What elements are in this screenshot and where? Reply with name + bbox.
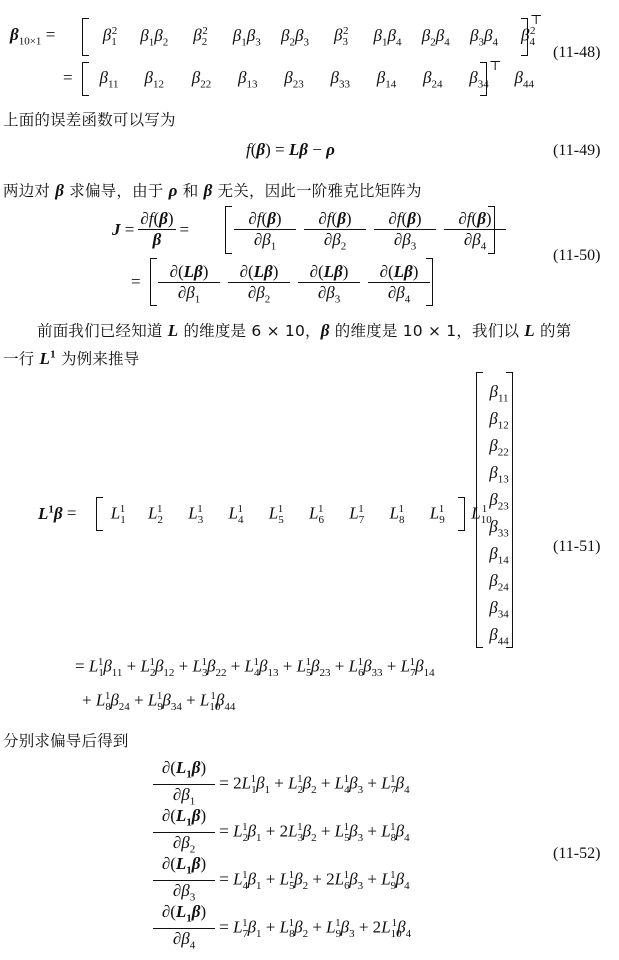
eq-11-48-lhs: $\beta_{10\times 1}$ =: [10, 25, 56, 48]
eq-11-50-row1: J = $\frac{\partial f(\beta)}{\beta}$ =: [112, 209, 190, 249]
eq-11-48-row2: $\beta_{11}$ $\beta_{12}$ $\beta_{22}$ $\beta_{13}$ $\beta_{23}$ $\beta_{33}$ $\beta_{14}$ $\beta_{24}$ $\beta_{34}$ $\beta_{44}$: [99, 68, 534, 91]
eq-11-52-line-1: $\frac{\partial(L_1\beta)}{\partial\beta_1}$ = $2L_1^1\beta_1 + L_2^1\beta_2 + L_4^1\beta_3 + L_7^1\beta_4$: [153, 758, 410, 812]
eq-label-11-52: (11-52): [553, 845, 601, 862]
eq-11-51-expansion-2: + $L_8^1\beta_{24} + L_9^1\beta_{34} + L_{10}^1\beta_{44}$: [82, 690, 236, 714]
paragraph-4: 分别求偏导后得到: [3, 732, 129, 750]
eq-11-48-row1: $\beta_1^2$ $\beta_1\beta_2$ $\beta_2^2$ $\beta_1\beta_3$ $\beta_2\beta_3$ $\beta_3^2$ $\beta_1\beta_4$ $\beta_2\beta_4$ $\beta_3\beta_4$ $\beta_4^2$: [102, 25, 536, 49]
eq-11-52-line-2: $\frac{\partial(L_1\beta)}{\partial\beta_2}$ = $L_2^1\beta_1 + 2L_3^1\beta_2 + L_5^1\beta_3 + L_8^1\beta_4$: [153, 806, 410, 860]
eq-11-52-line-4: $\frac{\partial(L_1\beta)}{\partial\beta_4}$ = $L_7^1\beta_1 + L_8^1\beta_2 + L_9^1\beta_3 + 2L_{10}^1\beta_4$: [153, 902, 411, 956]
eq-label-11-50: (11-50): [553, 247, 601, 264]
eq-11-51-row: $L_1^1$ $L_2^1$ $L_3^1$ $L_4^1$ $L_5^1$ $L_6^1$ $L_7^1$ $L_8^1$ $L_9^1$ $L_{10}^1$: [110, 503, 492, 527]
eq-11-51-lhs: $L^1\beta$ =: [38, 503, 77, 523]
eq-label-11-49: (11-49): [553, 142, 601, 159]
eq-11-50-row1-matrix: $\frac{\partial f(\beta)}{\partial\beta_1}$ $\frac{\partial f(\beta)}{\partial\beta_2}$ $\frac{\partial f(\beta)}{\partial\beta_3}$ $\frac{\partial f(\beta)}{\partial\beta_4}$: [234, 209, 506, 256]
eq-11-49: f(β) = Lβ − ρ: [246, 140, 335, 159]
paragraph-3b: 一行 $L^1$ 为例来推导: [3, 348, 140, 368]
paragraph-3a: 前面我们已经知道 L 的维度是 6 × 10，β 的维度是 10 × 1，我们以 L 的第: [37, 321, 572, 340]
beta-column-vector: $\beta_{11}$ $\beta_{12}$ $\beta_{22}$ $\beta_{13}$ $\beta_{23}$ $\beta_{33}$ $\beta_{14}$ $\beta_{24}$ $\beta_{34}$ $\beta_{44}$: [489, 382, 509, 648]
paragraph-1: 上面的误差函数可以写为: [3, 111, 176, 129]
eq-label-11-48: (11-48): [553, 44, 601, 61]
paragraph-2: 两边对 β 求偏导，由于 ρ 和 β 无关，因此一阶雅克比矩阵为: [3, 181, 422, 200]
transpose-1: ⊤: [530, 12, 543, 27]
eq-label-11-51: (11-51): [553, 538, 601, 555]
eq-11-51-expansion-1: = $L_1^1\beta_{11} + L_2^1\beta_{12} + L_3^1\beta_{22} + L_4^1\beta_{13} + L_5^1\beta_{23} + L_6^1\beta_{33} + L_7^1\beta_{14}$: [75, 656, 435, 680]
eq-11-52-line-3: $\frac{\partial(L_1\beta)}{\partial\beta_3}$ = $L_4^1\beta_1 + L_5^1\beta_2 + 2L_6^1\beta_3 + L_9^1\beta_4$: [153, 854, 410, 908]
eq-11-50-row2-matrix: $\frac{\partial(L\beta)}{\partial\beta_1}$ $\frac{\partial(L\beta)}{\partial\beta_2}$ $\frac{\partial(L\beta)}{\partial\beta_3}$ $\frac{\partial(L\beta)}{\partial\beta_4}$: [158, 262, 430, 309]
